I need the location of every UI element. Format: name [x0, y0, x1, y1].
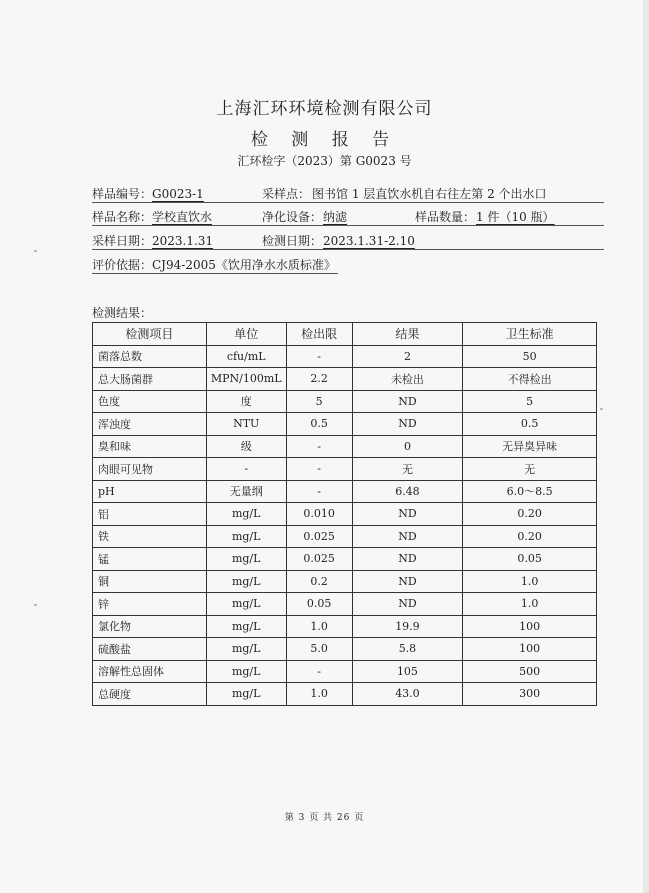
cell-result: 2: [352, 345, 463, 368]
column-header: 检出限: [286, 323, 352, 346]
cell-unit: mg/L: [206, 593, 286, 616]
sampling-point-value: 图书馆 1 层直饮水机自右往左第 2 个出水口: [312, 187, 547, 201]
cell-item: 菌落总数: [93, 345, 207, 368]
cell-standard: 0.05: [463, 548, 597, 571]
cell-result: ND: [352, 390, 463, 413]
table-row: [93, 660, 597, 683]
cell-unit: mg/L: [206, 548, 286, 571]
table-row: [93, 458, 597, 481]
cell-result: ND: [352, 570, 463, 593]
cell-result: 19.9: [352, 615, 463, 638]
cell-detection-limit: 1.0: [286, 683, 352, 706]
cell-standard: 无: [463, 458, 597, 481]
cell-item: 臭和味: [93, 435, 207, 458]
cell-standard: 1.0: [463, 593, 597, 616]
info-line-basis: [92, 257, 338, 274]
table-row: [93, 525, 597, 548]
sampling-date-label: 采样日期：: [92, 234, 153, 248]
cell-result: ND: [352, 593, 463, 616]
cell-standard: 5: [463, 390, 597, 413]
sample-no-value: G0023-1: [152, 187, 204, 201]
table-row: [93, 368, 597, 391]
purifier-value: 纳滤: [323, 210, 348, 224]
cell-detection-limit: 0.05: [286, 593, 352, 616]
cell-item: 锌: [93, 593, 207, 616]
sample-no-label: 样品编号：: [92, 187, 153, 201]
table-row: [93, 548, 597, 571]
table-row: [93, 683, 597, 706]
cell-result: 0: [352, 435, 463, 458]
table-row: [93, 345, 597, 368]
table-row: [93, 390, 597, 413]
basis-label: 评价依据：: [92, 258, 153, 272]
cell-item: 浑浊度: [93, 413, 207, 436]
table-header-row: [93, 323, 597, 346]
table-row: [93, 615, 597, 638]
cell-result: 105: [352, 660, 463, 683]
cell-item: 硫酸盐: [93, 638, 207, 661]
column-header: 单位: [206, 323, 286, 346]
results-label: 检测结果：: [92, 306, 153, 320]
cell-item: 铜: [93, 570, 207, 593]
quantity-value: 1 件（10 瓶）: [476, 210, 555, 224]
quantity-label: 样品数量：: [415, 210, 476, 224]
cell-result: 未检出: [352, 368, 463, 391]
cell-detection-limit: -: [286, 660, 352, 683]
cell-standard: 不得检出: [463, 368, 597, 391]
cell-item: 氯化物: [93, 615, 207, 638]
cell-item: 铁: [93, 525, 207, 548]
cell-unit: mg/L: [206, 683, 286, 706]
cell-unit: -: [206, 458, 286, 481]
table-row: [93, 480, 597, 503]
cell-detection-limit: 2.2: [286, 368, 352, 391]
test-date-value: 2023.1.31-2.10: [323, 234, 415, 248]
cell-detection-limit: 0.025: [286, 525, 352, 548]
cell-standard: 6.0～8.5: [463, 480, 597, 503]
info-line-sample-no: [92, 186, 604, 203]
cell-standard: 0.5: [463, 413, 597, 436]
results-table: [92, 322, 597, 706]
cell-item: 肉眼可见物: [93, 458, 207, 481]
table-row: [93, 503, 597, 526]
cell-standard: 100: [463, 615, 597, 638]
cell-detection-limit: 0.5: [286, 413, 352, 436]
table-row: [93, 638, 597, 661]
cell-detection-limit: 1.0: [286, 615, 352, 638]
report-number: 汇环检字（2023）第 G0023 号: [237, 154, 412, 168]
cell-detection-limit: 0.2: [286, 570, 352, 593]
table-row: [93, 413, 597, 436]
column-header: 检测项目: [93, 323, 207, 346]
cell-detection-limit: -: [286, 480, 352, 503]
scan-speck: [600, 408, 603, 410]
cell-result: 43.0: [352, 683, 463, 706]
cell-standard: 1.0: [463, 570, 597, 593]
cell-unit: NTU: [206, 413, 286, 436]
cell-standard: 50: [463, 345, 597, 368]
cell-item: 总大肠菌群: [93, 368, 207, 391]
cell-standard: 100: [463, 638, 597, 661]
cell-result: 5.8: [352, 638, 463, 661]
scan-speck: [34, 604, 37, 606]
cell-unit: mg/L: [206, 503, 286, 526]
cell-detection-limit: 5.0: [286, 638, 352, 661]
info-line-sample-name: [92, 209, 604, 226]
cell-unit: mg/L: [206, 660, 286, 683]
cell-item: 总硬度: [93, 683, 207, 706]
cell-result: 无: [352, 458, 463, 481]
cell-item: 铝: [93, 503, 207, 526]
scan-speck: [34, 250, 37, 252]
sample-name-value: 学校直饮水: [152, 210, 213, 224]
cell-item: 色度: [93, 390, 207, 413]
info-line-dates: [92, 233, 604, 250]
cell-standard: 无异臭异味: [463, 435, 597, 458]
cell-unit: cfu/mL: [206, 345, 286, 368]
cell-result: ND: [352, 413, 463, 436]
cell-standard: 300: [463, 683, 597, 706]
sampling-date-value: 2023.1.31: [152, 234, 214, 248]
table-row: [93, 435, 597, 458]
cell-detection-limit: -: [286, 345, 352, 368]
cell-result: 6.48: [352, 480, 463, 503]
company-name: 上海汇环环境检测有限公司: [216, 99, 433, 119]
purifier-label: 净化设备：: [262, 210, 323, 224]
table-row: [93, 570, 597, 593]
sample-name-label: 样品名称：: [92, 210, 153, 224]
column-header: 卫生标准: [463, 323, 597, 346]
cell-unit: 无量纲: [206, 480, 286, 503]
sampling-point-label: 采样点：: [262, 187, 311, 201]
test-date-label: 检测日期：: [262, 234, 323, 248]
cell-item: 锰: [93, 548, 207, 571]
table-row: [93, 593, 597, 616]
cell-unit: mg/L: [206, 615, 286, 638]
cell-result: ND: [352, 548, 463, 571]
cell-standard: 500: [463, 660, 597, 683]
cell-detection-limit: 0.025: [286, 548, 352, 571]
cell-unit: 级: [206, 435, 286, 458]
cell-result: ND: [352, 503, 463, 526]
basis-value: CJ94-2005《饮用净水水质标准》: [152, 258, 336, 272]
cell-unit: 度: [206, 390, 286, 413]
cell-detection-limit: 0.010: [286, 503, 352, 526]
cell-detection-limit: -: [286, 458, 352, 481]
column-header: 结果: [352, 323, 463, 346]
page-number: 第 3 页 共 26 页: [284, 813, 365, 823]
cell-unit: MPN/100mL: [206, 368, 286, 391]
cell-unit: mg/L: [206, 525, 286, 548]
report-title: 检 测 报 告: [250, 130, 399, 150]
cell-detection-limit: -: [286, 435, 352, 458]
cell-result: ND: [352, 525, 463, 548]
cell-detection-limit: 5: [286, 390, 352, 413]
cell-item: pH: [93, 480, 207, 503]
cell-item: 溶解性总固体: [93, 660, 207, 683]
cell-standard: 0.20: [463, 525, 597, 548]
cell-unit: mg/L: [206, 570, 286, 593]
cell-standard: 0.20: [463, 503, 597, 526]
cell-unit: mg/L: [206, 638, 286, 661]
